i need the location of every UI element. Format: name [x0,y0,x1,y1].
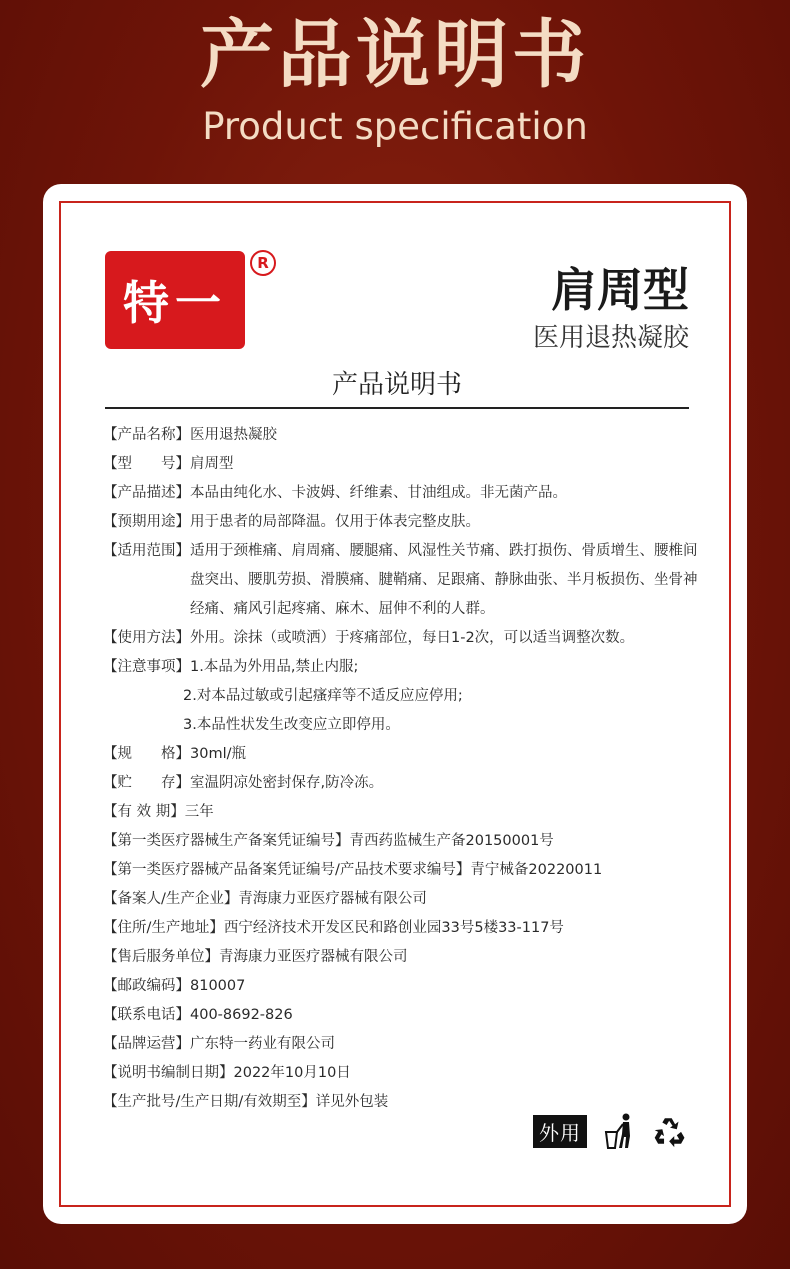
field-label: 【生产批号/生产日期/有效期至】 [103,1094,316,1110]
field-value: 400-8692-826 [190,1007,293,1023]
field-label: 【适用范围】 [103,543,190,559]
usage-badges [533,1112,687,1150]
field-row [103,1059,703,1088]
field-value: 青宁械备20220011 [470,862,603,878]
hero-title: 产品说明书 [200,12,590,98]
field-label: 【贮 存】 [103,775,190,791]
field-label: 【型 号】 [103,456,190,472]
registered-mark: R [250,250,276,276]
field-row [103,856,703,885]
field-row [103,943,703,972]
spec-card [43,184,747,1224]
field-label: 【规 格】 [103,746,190,762]
title-rule [105,407,689,409]
field-label: 【说明书编制日期】 [103,1065,234,1081]
field-value: 810007 [190,978,246,994]
spec-fields [103,421,703,1117]
field-label: 【使用方法】 [103,630,190,646]
field-value: 适用于颈椎痛、肩周痛、腰腿痛、风湿性关节痛、跌打损伤、骨质增生、腰椎间盘突出、腰肌劳损、滑膜痛、腱鞘痛、足跟痛、静脉曲张、半月板损伤、坐骨神经痛、痛风引起疼痛、麻木、屈伸不利的人群。 [190,543,698,617]
external-use-badge: 外用 [533,1115,587,1148]
field-row [103,740,703,769]
field-value: 肩周型 [190,456,234,472]
field-value: 外用。涂抹（或喷洒）于疼痛部位，每日1-2次，可以适当调整次数。 [190,630,635,646]
field-value: 1.本品为外用品,禁止内服; [190,659,359,675]
field-row [103,769,703,798]
brand-logo-text: 特一 [123,276,227,330]
field-label: 【售后服务单位】 [103,949,219,965]
field-label: 【预期用途】 [103,514,190,530]
field-value: 青海康力亚医疗器械有限公司 [238,891,427,907]
field-row [103,914,703,943]
field-value: 30ml/瓶 [190,746,246,762]
field-row [103,798,703,827]
product-type-title: 肩周型 [551,263,689,317]
field-label: 【第一类医疗器械生产备案凭证编号】 [103,833,350,849]
field-row [103,508,703,537]
field-row [103,624,703,653]
field-label: 【第一类医疗器械产品备案凭证编号/产品技术要求编号】 [103,862,471,878]
field-row [103,972,703,1001]
field-value: 三年 [184,804,214,820]
trash-bin-person-icon [603,1112,637,1150]
field-value: 青海康力亚医疗器械有限公司 [219,949,408,965]
field-value: 医用退热凝胶 [190,427,277,443]
field-value: 室温阴凉处密封保存,防冷冻。 [190,775,384,791]
field-row [103,885,703,914]
field-value: 2022年10月10日 [233,1065,351,1081]
field-label: 【产品名称】 [103,427,190,443]
recycle-icon [653,1112,687,1150]
field-value: 用于患者的局部降温。仅用于体表完整皮肤。 [190,514,480,530]
field-label: 【住所/生产地址】 [103,920,224,936]
field-value: 西宁经济技术开发区民和路创业园33号5楼33-117号 [223,920,564,936]
field-label: 【注意事项】 [103,659,190,675]
product-type-subtitle: 医用退热凝胶 [532,323,689,353]
field-label: 【品牌运营】 [103,1036,190,1052]
field-value: 本品由纯化水、卡波姆、纤维素、甘油组成。非无菌产品。 [190,485,567,501]
document-title: 产品说明书 [331,370,462,400]
note-text: 3.本品性状发生改变应立即停用。 [183,717,400,733]
field-label: 【有 效 期】 [103,804,185,820]
hero-subtitle: Product specification [202,105,588,148]
field-row [103,479,703,508]
field-value: 青西药监械生产备20150001号 [349,833,554,849]
field-label: 【邮政编码】 [103,978,190,994]
field-row [103,653,703,682]
field-label: 【联系电话】 [103,1007,190,1023]
field-row [103,421,703,450]
field-label: 【备案人/生产企业】 [103,891,239,907]
field-row [103,827,703,856]
field-row [103,1030,703,1059]
field-value: 广东特一药业有限公司 [190,1036,335,1052]
note-row [103,682,703,711]
field-row [103,450,703,479]
field-value: 详见外包装 [315,1094,389,1110]
note-row [103,711,703,740]
brand-logo [105,251,245,349]
field-label: 【产品描述】 [103,485,190,501]
field-row [103,537,703,624]
field-row [103,1001,703,1030]
note-text: 2.对本品过敏或引起瘙痒等不适反应应停用; [183,688,463,704]
